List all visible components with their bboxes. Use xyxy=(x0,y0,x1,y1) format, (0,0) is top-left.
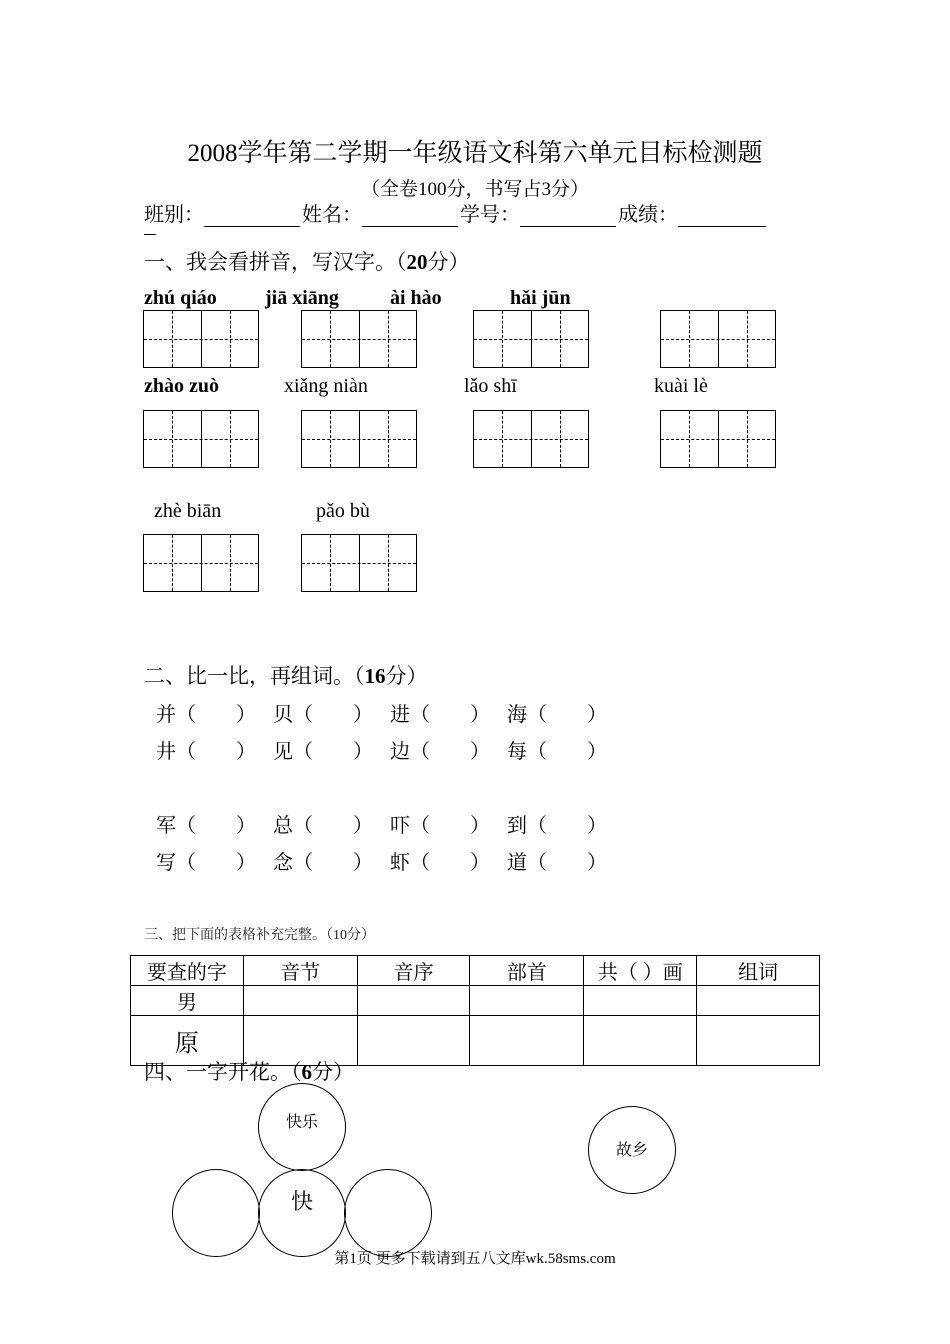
id-field[interactable] xyxy=(520,204,616,227)
compare-line xyxy=(156,698,624,727)
pinyin: kuài lè xyxy=(654,375,708,397)
pinyin: zhè biān xyxy=(154,500,222,522)
compare-item[interactable]: 边（ ） xyxy=(390,741,490,763)
writing-box[interactable] xyxy=(301,310,417,368)
table-header: 组词 xyxy=(697,956,820,986)
table-header: 音序 xyxy=(357,956,470,986)
table-cell[interactable] xyxy=(697,1016,820,1066)
score-label: 成绩： xyxy=(618,204,678,226)
table-row xyxy=(131,986,820,1016)
compare-item[interactable]: 总（ ） xyxy=(273,815,373,837)
compare-item[interactable]: 海（ ） xyxy=(507,704,607,726)
writing-box[interactable] xyxy=(143,534,259,592)
writing-box[interactable] xyxy=(301,534,417,592)
class-field[interactable] xyxy=(204,204,300,227)
pinyin: lǎo shī xyxy=(464,375,517,397)
compare-item[interactable]: 念（ ） xyxy=(273,852,373,874)
compare-item[interactable]: 写（ ） xyxy=(156,852,256,874)
writing-box[interactable] xyxy=(143,410,259,468)
table-header: 共（ ）画 xyxy=(584,956,697,986)
table-cell[interactable] xyxy=(697,986,820,1016)
table-header-row xyxy=(131,956,820,986)
section3-heading: 三、把下面的表格补充完整。（10分） xyxy=(144,928,375,943)
pinyin: ài hào xyxy=(390,287,442,309)
table-cell[interactable] xyxy=(470,1016,584,1066)
compare-item[interactable]: 到（ ） xyxy=(507,815,607,837)
table-header: 要查的字 xyxy=(131,956,244,986)
compare-item[interactable]: 虾（ ） xyxy=(390,852,490,874)
table-cell[interactable] xyxy=(584,1016,697,1066)
writing-box[interactable] xyxy=(301,410,417,468)
table-cell: 男 xyxy=(131,986,244,1016)
compare-item[interactable]: 每（ ） xyxy=(507,741,607,763)
word-circle-right[interactable] xyxy=(344,1169,432,1257)
compare-item[interactable]: 吓（ ） xyxy=(390,815,490,837)
table-cell[interactable] xyxy=(357,1016,470,1066)
compare-line xyxy=(156,735,624,764)
compare-item[interactable]: 进（ ） xyxy=(390,704,490,726)
table-cell[interactable] xyxy=(357,986,470,1016)
name-label: 姓名： xyxy=(302,204,362,226)
compare-item[interactable]: 见（ ） xyxy=(273,741,373,763)
pinyin: xiǎng niàn xyxy=(284,375,368,397)
pinyin: hǎi jūn xyxy=(510,287,571,309)
word-circle-left[interactable] xyxy=(172,1169,260,1257)
student-info-line xyxy=(144,198,768,227)
compare-item[interactable]: 并（ ） xyxy=(156,704,256,726)
compare-item[interactable]: 贝（ ） xyxy=(273,704,373,726)
page-subtitle: （全卷100分，书写占3分） xyxy=(360,179,589,200)
table-cell[interactable] xyxy=(243,986,357,1016)
section2-heading: 二、比一比，再组词。（16分） xyxy=(144,664,428,688)
compare-item[interactable]: 军（ ） xyxy=(156,815,256,837)
pinyin: jiā xiāng xyxy=(265,287,339,309)
table-cell[interactable] xyxy=(584,986,697,1016)
table-cell[interactable] xyxy=(470,986,584,1016)
table-cell: 原 xyxy=(131,1016,244,1066)
writing-box[interactable] xyxy=(143,310,259,368)
writing-box[interactable] xyxy=(473,310,589,368)
page-footer: 第1页 更多下载请到五八文库wk.58sms.com xyxy=(334,1251,616,1267)
class-label: 班别： xyxy=(144,204,204,226)
compare-line xyxy=(156,846,624,875)
writing-box[interactable] xyxy=(473,410,589,468)
center-char-circle: 快 xyxy=(258,1169,346,1257)
table-header: 音节 xyxy=(243,956,357,986)
wrapped-underline xyxy=(144,234,156,235)
page-title: 2008学年第二学期一年级语文科第六单元目标检测题 xyxy=(187,140,763,167)
section4-heading: 四、一字开花。（6分） xyxy=(144,1060,354,1084)
table-header: 部首 xyxy=(470,956,584,986)
id-label: 学号： xyxy=(460,204,520,226)
score-field[interactable] xyxy=(678,204,766,227)
lookup-table xyxy=(130,955,820,1066)
section1-heading: 一、我会看拼音，写汉字。（20分） xyxy=(144,250,470,274)
pinyin: zhú qiáo xyxy=(144,287,217,309)
word-circle-hometown[interactable]: 故乡 xyxy=(588,1106,676,1194)
pinyin: pǎo bù xyxy=(316,500,370,522)
compare-line xyxy=(156,809,624,838)
compare-item[interactable]: 井（ ） xyxy=(156,741,256,763)
compare-item[interactable]: 道（ ） xyxy=(507,852,607,874)
pinyin: zhào zuò xyxy=(144,375,219,397)
writing-box[interactable] xyxy=(660,410,776,468)
name-field[interactable] xyxy=(362,204,458,227)
writing-box[interactable] xyxy=(660,310,776,368)
word-circle-top[interactable]: 快乐 xyxy=(258,1083,346,1171)
